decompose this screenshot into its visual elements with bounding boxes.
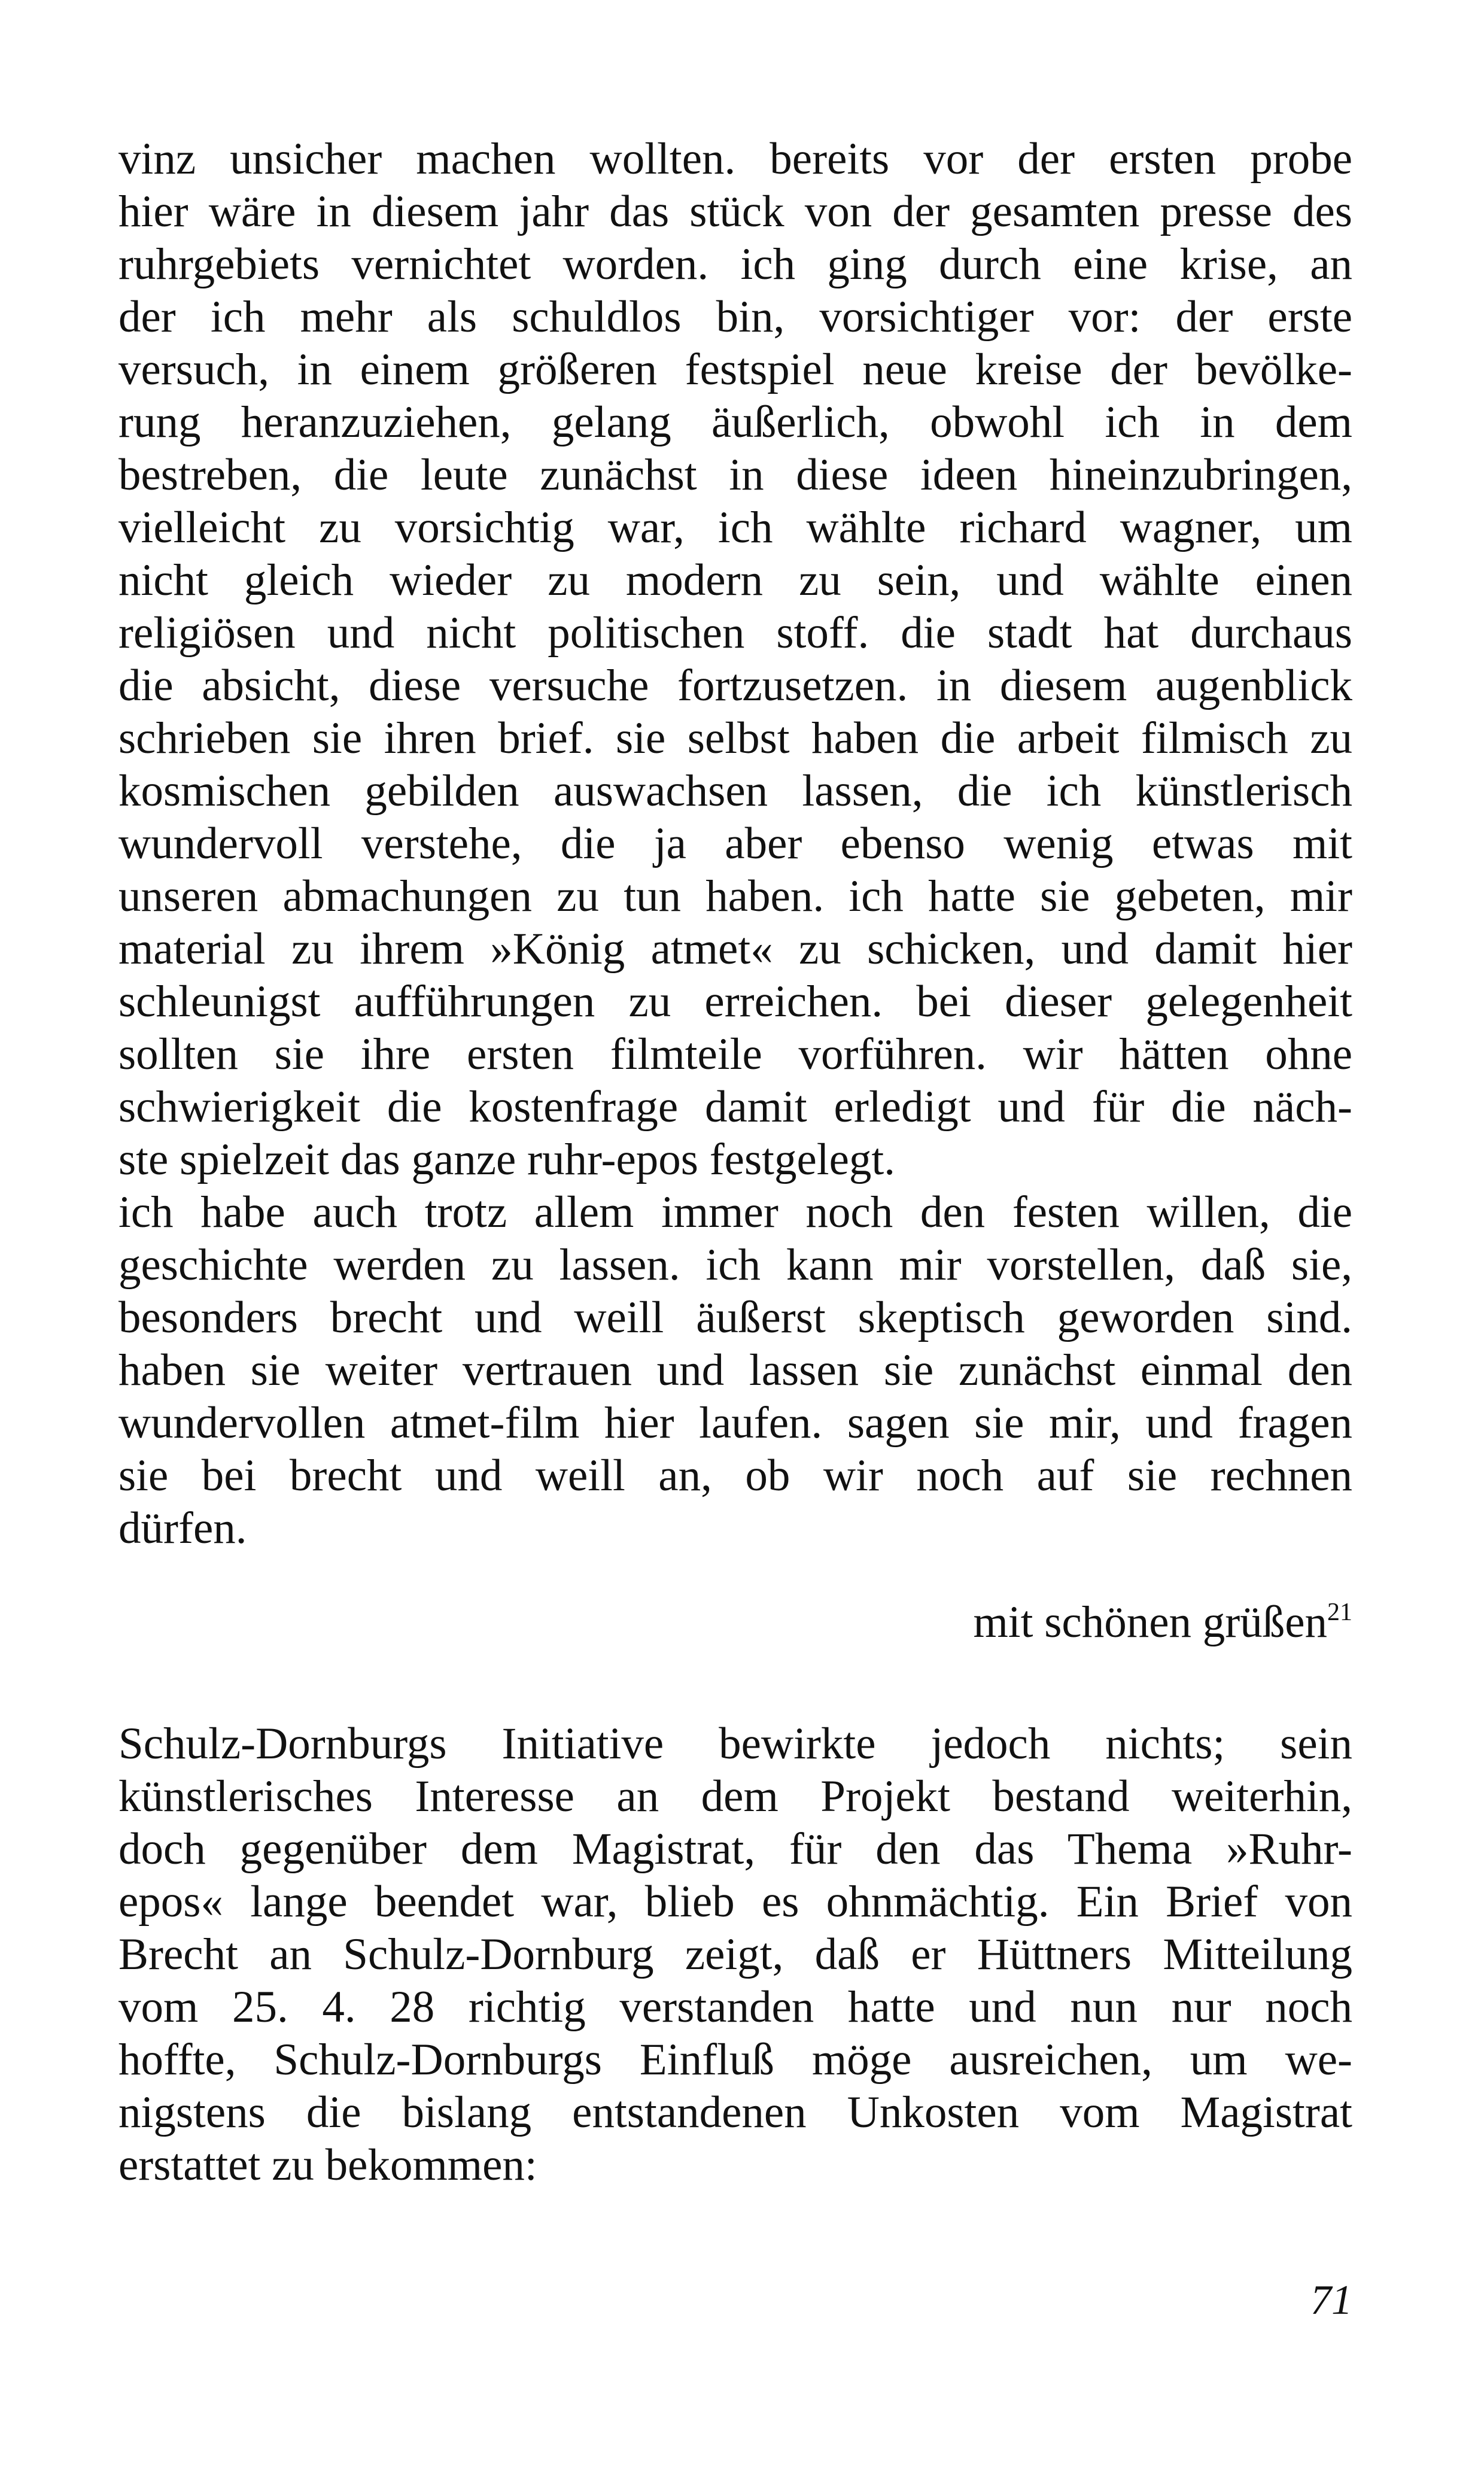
footnote-marker: 21: [1327, 1599, 1352, 1626]
letter-line: wundervoll verstehe, die ja aber ebenso wenig etwas mit: [118, 819, 1352, 868]
letter-line: vielleicht zu vorsichtig war, ich wählte richard wagner, um: [118, 503, 1352, 552]
letter-line: rung heranzuziehen, gelang äußerlich, obwohl ich in dem: [118, 397, 1352, 447]
letter-line: religiösen und nicht politischen stoff. die stadt hat durchaus: [118, 608, 1352, 658]
body-line: doch gegenüber dem Magistrat, für den das Thema »Ruhr-: [118, 1824, 1352, 1874]
letter-line: ste spielzeit das ganze ruhr-epos festgelegt.: [118, 1135, 895, 1184]
letter-line: hier wäre in diesem jahr das stück von der gesamten presse des: [118, 187, 1352, 236]
letter-line: der ich mehr als schuldlos bin, vorsichtiger vor: der erste: [118, 292, 1352, 342]
letter-line: schrieben sie ihren brief. sie selbst haben die arbeit filmisch zu: [118, 713, 1352, 763]
letter-line: schwierigkeit die kostenfrage damit erledigt und für die näch-: [118, 1082, 1352, 1132]
page-number: 71: [1310, 2277, 1352, 2323]
letter-line: material zu ihrem »König atmet« zu schicken, und damit hier: [118, 924, 1352, 974]
letter-line: sie bei brecht und weill an, ob wir noch auf sie rechnen: [118, 1451, 1352, 1500]
body-line: nigstens die bislang entstandenen Unkosten vom Magistrat: [118, 2088, 1352, 2137]
letter-line: schleunigst aufführungen zu erreichen. bei dieser gelegenheit: [118, 977, 1352, 1026]
letter-line: dürfen.: [118, 1503, 247, 1553]
letter-line: ich habe auch trotz allem immer noch den festen willen, die: [118, 1187, 1352, 1237]
body-line: vom 25. 4. 28 richtig verstanden hatte und nun nur noch: [118, 1982, 1352, 2032]
letter-line: ruhrgebiets vernichtet worden. ich ging durch eine krise, an: [118, 239, 1352, 289]
letter-closing: [973, 1586, 1352, 1649]
letter-line: haben sie weiter vertrauen und lassen sie zunächst einmal den: [118, 1345, 1352, 1395]
closing-text: mit schönen grüßen: [973, 1597, 1327, 1647]
letter-line: besonders brecht und weill äußerst skeptisch geworden sind.: [118, 1293, 1352, 1342]
letter-line: die absicht, diese versuche fortzusetzen. in diesem augenblick: [118, 661, 1352, 710]
letter-line: vinz unsicher machen wollten. bereits vor der ersten probe: [118, 134, 1352, 184]
letter-line: versuch, in einem größeren festspiel neue kreise der bevölke-: [118, 345, 1352, 394]
body-line: künstlerisches Interesse an dem Projekt bestand weiterhin,: [118, 1772, 1352, 1821]
letter-line: unseren abmachungen zu tun haben. ich hatte sie gebeten, mir: [118, 871, 1352, 921]
letter-line: nicht gleich wieder zu modern zu sein, und wählte einen: [118, 555, 1352, 605]
body-line: hoffte, Schulz-Dornburgs Einfluß möge ausreichen, um we-: [118, 2035, 1352, 2085]
letter-line: wundervollen atmet-film hier laufen. sagen sie mir, und fragen: [118, 1398, 1352, 1448]
letter-line: geschichte werden zu lassen. ich kann mir vorstellen, daß sie,: [118, 1240, 1352, 1290]
body-line: erstattet zu bekommen:: [118, 2140, 537, 2190]
body-line: Brecht an Schulz-Dornburg zeigt, daß er Hüttners Mitteilung: [118, 1930, 1352, 1979]
body-line: Schulz-Dornburgs Initiative bewirkte jedoch nichts; sein: [118, 1719, 1352, 1769]
letter-line: kosmischen gebilden auswachsen lassen, die ich künstlerisch: [118, 766, 1352, 816]
body-line: epos« lange beendet war, blieb es ohnmächtig. Ein Brief von: [118, 1877, 1352, 1927]
letter-line: bestreben, die leute zunächst in diese ideen hineinzubringen,: [118, 450, 1352, 500]
letter-line: sollten sie ihre ersten filmteile vorführen. wir hätten ohne: [118, 1029, 1352, 1079]
